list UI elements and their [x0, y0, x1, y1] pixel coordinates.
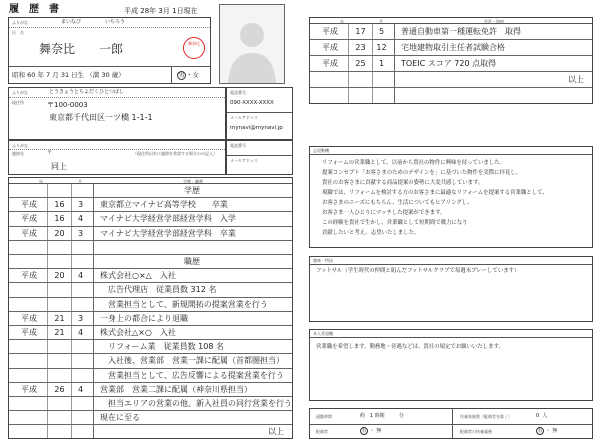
row-year	[47, 298, 71, 311]
birth-divider	[9, 66, 210, 67]
row-year: 21	[47, 312, 71, 325]
license-col-month: 月	[379, 18, 383, 24]
row-month	[71, 369, 89, 382]
row-era	[11, 283, 47, 296]
address-furigana-label: ふりがな	[12, 90, 28, 95]
photo-placeholder	[219, 4, 285, 84]
name-furigana-family: まいなび	[61, 19, 82, 25]
row-month: 1	[372, 56, 390, 71]
requests-text: 営業職を希望します。勤務地・待遇などは、貴社の規定でお願いいたします。	[316, 344, 504, 350]
table-row	[9, 212, 292, 226]
row-year: 26	[47, 383, 71, 396]
row-year	[47, 411, 71, 424]
requests-block	[309, 329, 593, 401]
address-postal: 〒100-0003	[47, 101, 88, 109]
row-month: 3	[71, 198, 89, 211]
table-row	[9, 369, 292, 383]
history-col-month: 月	[78, 178, 82, 184]
license-col-year: 年	[340, 18, 344, 24]
hobbies-text: フットサル（学生時代の仲間と組んだフットサルクラブで毎週末プレーしています）	[316, 268, 520, 274]
row-month	[71, 298, 89, 311]
table-row	[310, 72, 592, 88]
row-text: 営業担当として、広告反響による提案営業を行う	[93, 369, 290, 382]
table-row	[9, 383, 292, 397]
row-era	[11, 354, 47, 367]
footer-divider-horizontal	[310, 424, 592, 425]
table-row	[9, 283, 292, 297]
email-label: メールアドレス	[230, 115, 258, 120]
table-row	[9, 425, 292, 439]
table-row	[310, 24, 592, 40]
motivation-line: お客さま一人ひとりにマッチした提案ができます。	[322, 210, 446, 216]
motivation-block	[309, 146, 593, 248]
row-year: 20	[47, 269, 71, 282]
row-year	[47, 369, 71, 382]
row-month: 4	[71, 269, 89, 282]
row-text	[394, 88, 590, 103]
phone-value: 090-XXXX-XXXX	[230, 100, 274, 106]
table-row	[310, 56, 592, 72]
row-year: 20	[47, 227, 71, 240]
birth-date: 昭和 60 年 7 月 31 日生 （満 30 歳）	[12, 71, 125, 79]
row-year: 25	[348, 56, 372, 71]
row-era: 平成	[21, 214, 37, 224]
secondary-phone-divider	[227, 155, 292, 156]
row-year	[47, 283, 71, 296]
history-col-year: 年	[39, 178, 43, 184]
row-era: 平成	[21, 200, 37, 210]
contact-value: 同上	[51, 162, 67, 171]
row-year: 16	[47, 198, 71, 211]
row-year	[47, 255, 71, 268]
row-year	[47, 241, 71, 254]
row-month: 4	[71, 326, 89, 339]
motivation-text	[322, 158, 548, 238]
row-month: 4	[71, 212, 89, 225]
row-era	[11, 298, 47, 311]
commute-value: 約 1 時間 分	[360, 413, 404, 419]
name-furigana-given: いちろう	[105, 19, 126, 25]
row-text: TOEIC スコア 720 点取得	[394, 56, 590, 71]
dependents-value: 0 人	[536, 413, 548, 419]
furigana-divider	[9, 27, 210, 28]
row-era: 平成	[21, 328, 37, 337]
secondary-contact-block	[8, 140, 226, 175]
motivation-line: リフォームの営業職として、以前から貴社の物件に興味を持っていました。	[322, 160, 505, 166]
row-text: 広告代理店 従業員数 312 名	[93, 283, 290, 296]
row-era	[11, 425, 47, 438]
spouse-support-label: 配偶者の扶養義務	[460, 429, 492, 434]
address-line: 東京都千代田区一ツ橋 1-1-1	[49, 113, 153, 122]
license-table	[309, 17, 593, 104]
row-text: 以上	[394, 72, 590, 87]
table-row	[9, 255, 292, 269]
phone-divider	[227, 112, 292, 113]
seal-stamp: 舞奈比	[183, 37, 205, 59]
motivation-line: 貢献したいと考え、志望いたしました。	[322, 230, 420, 236]
row-era	[11, 411, 47, 424]
row-year: 23	[348, 40, 372, 55]
row-year: 16	[47, 212, 71, 225]
row-text: 株式会社○×△ 入社	[93, 269, 290, 282]
row-era	[11, 241, 47, 254]
row-text: 営業担当として、新規開拓の提案営業を行う	[93, 298, 290, 311]
row-year: 17	[348, 24, 372, 39]
secondary-phone-label: 電話番号	[230, 143, 246, 148]
hobbies-label-divider	[310, 264, 592, 265]
row-month: 12	[372, 40, 390, 55]
table-row	[9, 397, 292, 411]
hobbies-label: 趣味・特技	[313, 258, 333, 263]
contact-postal: 〒	[47, 150, 53, 156]
requests-label-divider	[310, 337, 592, 338]
row-era: 平成	[21, 271, 37, 281]
history-table	[8, 177, 293, 439]
history-rows	[9, 184, 292, 438]
row-era: 平成	[21, 384, 37, 394]
gender-divider	[171, 66, 172, 84]
address-block	[8, 87, 226, 140]
row-month: 3	[71, 312, 89, 325]
row-era	[312, 88, 348, 103]
motivation-line: 提案コンセプト「お客さまのためのデザインを」に基づいた物件を実際に拝見し、	[322, 170, 522, 176]
row-year	[47, 425, 71, 438]
table-row	[9, 326, 292, 340]
table-row	[9, 241, 292, 255]
row-text: 宅地建物取引主任者試験合格	[394, 40, 590, 55]
row-era: 平成	[21, 313, 37, 323]
table-row	[9, 298, 292, 312]
primary-contact-block	[226, 87, 293, 140]
address-furigana: とうきょうとちよだくひとつばし	[49, 89, 124, 95]
row-era	[11, 255, 47, 268]
row-month: 4	[71, 383, 89, 396]
row-text: マイナビ大学経営学部経営学科 入学	[93, 212, 290, 225]
row-month	[71, 283, 89, 296]
row-era	[11, 184, 47, 197]
gender-field: 男 ・女	[178, 71, 199, 79]
row-month	[372, 72, 390, 87]
row-month: 5	[372, 24, 390, 39]
motivation-line: 現職では、リフォームを検討する方のお客さまに最適なリフォームを提案する営業職として、	[322, 190, 548, 196]
resume-title: 履 歴 書	[9, 4, 59, 15]
resume-date: 平成 28年 3月 1日現在	[124, 7, 198, 15]
spouse-value: 有 ・ 無	[361, 428, 382, 434]
row-text: 営業部 営業二課に配属（神奈川県担当）	[93, 383, 290, 396]
row-text: 一身上の都合により退職	[93, 312, 290, 325]
table-row	[310, 88, 592, 104]
row-year	[47, 340, 71, 353]
table-row	[9, 312, 292, 326]
row-year	[47, 184, 71, 197]
hobbies-block	[309, 256, 593, 322]
spouse-support-value: 有 ・ 無	[537, 428, 558, 434]
table-row	[9, 269, 292, 283]
row-era: 平成	[322, 59, 338, 68]
license-col-item: 免許・資格	[484, 18, 504, 24]
motivation-line: この経験を貴社で生かし、営業職として短期間で戦力になり	[322, 220, 468, 226]
row-year: 21	[47, 326, 71, 339]
motivation-line: 貴社のお客さまに貢献する商品提案の姿勢に大変共感しています。	[322, 180, 484, 186]
table-row	[9, 411, 292, 425]
name-label: 氏 名	[12, 30, 24, 35]
row-era: 平成	[322, 43, 338, 52]
row-month	[71, 184, 89, 197]
row-era	[312, 72, 348, 87]
row-month	[71, 425, 89, 438]
row-text: 現在に至る	[93, 411, 290, 424]
row-era: 平成	[322, 27, 338, 36]
history-col-item: 学歴・職歴	[183, 178, 203, 184]
row-year	[47, 397, 71, 410]
name-furigana-label: ふりがな	[12, 20, 28, 25]
row-text: マイナビ大学経営学部経営学科 卒業	[93, 227, 290, 240]
table-row	[9, 340, 292, 354]
row-era: 平成	[21, 228, 37, 238]
secondary-email-label: メールアドレス	[230, 158, 258, 163]
table-row	[310, 40, 592, 56]
contact-label: 連絡先	[12, 151, 24, 156]
row-year	[47, 354, 71, 367]
contact-furigana-divider	[9, 149, 225, 150]
row-era	[11, 369, 47, 382]
row-era	[11, 397, 47, 410]
name-block	[8, 17, 211, 84]
row-month	[71, 340, 89, 353]
gender-male-selected: 男	[178, 72, 185, 79]
row-year	[348, 88, 372, 103]
email-value: mynavi@mynavi.jp	[230, 125, 283, 131]
row-month	[71, 354, 89, 367]
row-text: リフォーム業 従業員数 108 名	[93, 340, 290, 353]
commute-label: 通勤時間	[316, 414, 332, 419]
contact-note: （現住所以外に連絡を希望する場合のみ記入）	[133, 151, 217, 156]
row-text: 普通自動車第一種運転免許 取得	[394, 24, 590, 39]
spouse-label: 配偶者	[316, 429, 328, 434]
name-family: 舞奈比	[39, 42, 76, 56]
row-year	[348, 72, 372, 87]
secondary-phone-block	[226, 140, 293, 175]
license-rows	[310, 24, 592, 103]
motivation-label-divider	[310, 154, 592, 155]
table-row	[9, 227, 292, 241]
row-text: 学歴	[93, 184, 290, 197]
motivation-label: 志望動機	[313, 148, 329, 153]
row-era	[11, 340, 47, 353]
row-text: 入社後、営業部 営業一課に配属（首都圏担当）	[93, 354, 290, 367]
address-furigana-divider	[9, 97, 225, 98]
phone-label: 電話番号	[230, 90, 246, 95]
address-label: 現住所	[12, 100, 24, 105]
table-row	[9, 184, 292, 198]
row-month	[71, 397, 89, 410]
row-month	[71, 411, 89, 424]
requests-label: 本人希望欄	[313, 331, 333, 336]
dependents-label: 扶養家族数（配偶者を除く）	[460, 414, 512, 419]
row-text: 株式会社△×○ 入社	[93, 326, 290, 339]
row-text: 担当エリアの営業の他、新入社員の同行営業を行う	[93, 397, 290, 410]
row-month	[71, 241, 89, 254]
row-text: 東京都立マイナビ高等学校 卒業	[93, 198, 290, 211]
row-month	[71, 255, 89, 268]
table-row	[9, 354, 292, 368]
table-row	[9, 198, 292, 212]
contact-furigana-label: ふりがな	[12, 143, 28, 148]
row-text: 以上	[93, 425, 290, 438]
row-month	[372, 88, 390, 103]
spouse-support-yes-selected: 有	[537, 428, 543, 434]
name-given: 一郎	[99, 42, 124, 56]
motivation-line: お客さまのニーズにもちろん、生活についてもヒアリングし、	[322, 200, 473, 206]
row-month: 3	[71, 227, 89, 240]
spouse-yes-selected: 有	[361, 428, 367, 434]
row-text	[93, 241, 290, 254]
row-text: 職歴	[93, 255, 290, 268]
footer-block	[309, 408, 593, 439]
person-silhouette-icon	[220, 5, 284, 83]
